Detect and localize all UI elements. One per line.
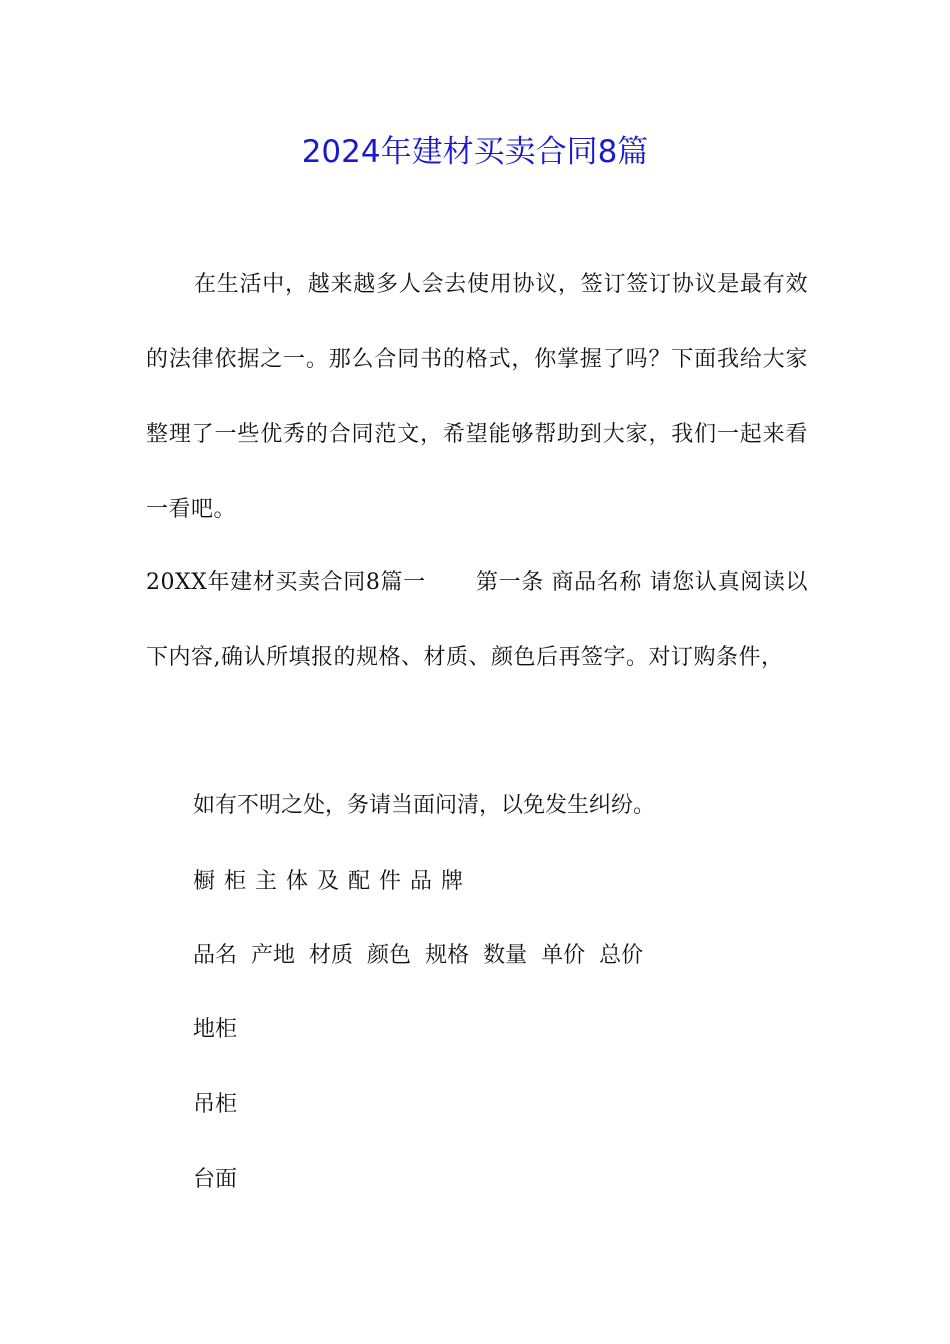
section-heading: 20XX年建材买卖合同8篇一 — [146, 570, 426, 595]
table-header-row — [193, 936, 657, 976]
column-header: 颜色 — [367, 943, 412, 968]
column-header: 产地 — [251, 943, 296, 968]
table-row: 吊柜 — [193, 1092, 238, 1117]
column-header: 材质 — [309, 943, 354, 968]
document-title: 2024年建材买卖合同8篇 — [301, 134, 649, 170]
brand-heading: 橱柜主体及配件品牌 — [193, 869, 473, 894]
column-header: 数量 — [483, 943, 528, 968]
column-header: 规格 — [425, 943, 470, 968]
column-header: 总价 — [599, 943, 644, 968]
intro-paragraph: 在生活中，越来越多人会去使用协议，签订签订协议是最有效的法律依据之一。那么合同书的格式，你掌握了吗？下面我给大家整理了一些优秀的合同范文，希望能够帮助到大家，我们一起来看一看吧。 — [146, 272, 808, 522]
notice-line: 如有不明之处，务请当面问清，以免发生纠纷。 — [193, 793, 656, 818]
table-row: 台面 — [193, 1167, 238, 1192]
table-row: 地柜 — [193, 1017, 238, 1042]
column-header: 单价 — [541, 943, 586, 968]
column-header: 品名 — [193, 943, 238, 968]
section-body: 第一条 商品名称 请您认真阅读以下内容,确认所填报的规格、材质、颜色后再签字。对订购条件， — [146, 570, 808, 670]
section-paragraph — [146, 545, 808, 695]
